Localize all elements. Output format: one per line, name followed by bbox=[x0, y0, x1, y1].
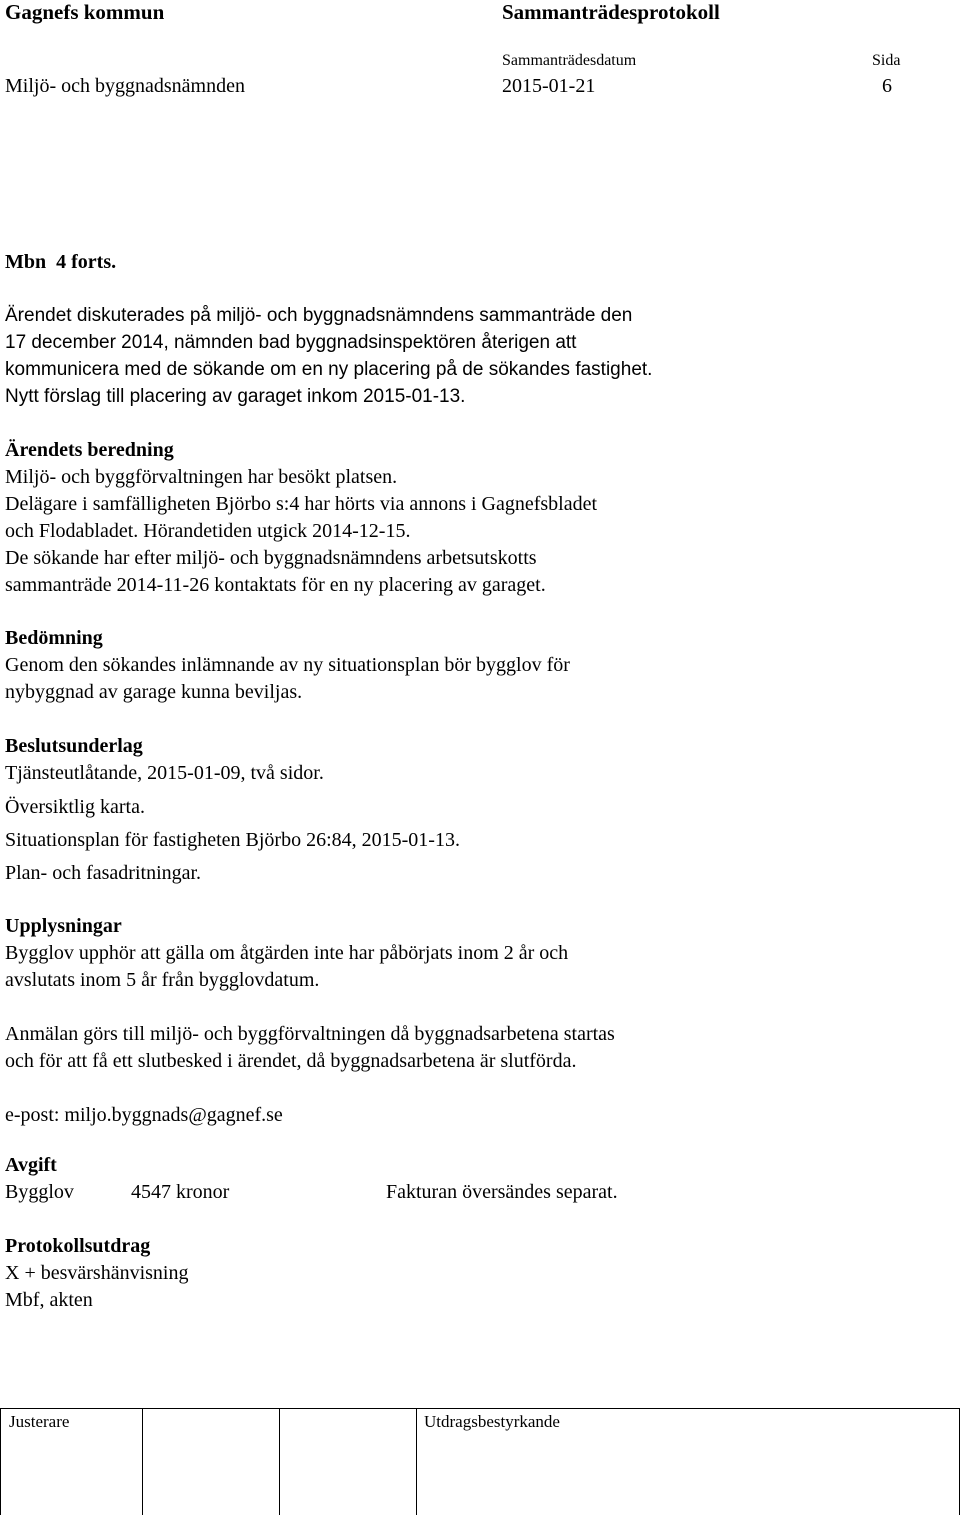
bedomning-line: Genom den sökandes inlämnande av ny situationsplan bör bygglov för bbox=[5, 654, 570, 676]
beslutsunderlag-item: Plan- och fasadritningar. bbox=[5, 862, 202, 884]
avgift-amount: 4547 kronor bbox=[131, 1181, 230, 1203]
bedomning-line: nybyggnad av garage kunna beviljas. bbox=[5, 681, 303, 703]
protokollsutdrag-heading: Protokollsutdrag bbox=[5, 1235, 151, 1257]
beredning-line: Miljö- och byggförvaltningen har besökt platsen. bbox=[5, 466, 398, 488]
beslutsunderlag-item: Tjänsteutlåtande, 2015-01-09, två sidor. bbox=[5, 762, 324, 784]
beslutsunderlag-item: Situationsplan för fastigheten Björbo 26:84, 2015-01-13. bbox=[5, 829, 460, 851]
beredning-line: De sökande har efter miljö- och byggnadsnämndens arbetsutskotts bbox=[5, 547, 537, 569]
protokollsutdrag-line: X + besvärshänvisning bbox=[5, 1262, 189, 1284]
anmalan-line: Anmälan görs till miljö- och byggförvaltningen då byggnadsarbetena startas bbox=[5, 1023, 615, 1045]
anmalan-line: och för att få ett slutbesked i ärendet, då byggnadsarbetena är slutförda. bbox=[5, 1050, 577, 1072]
beredning-line: sammanträde 2014-11-26 kontaktats för en ny placering av garaget. bbox=[5, 574, 546, 596]
footer-top-rule bbox=[0, 1408, 960, 1409]
intro-line: Ärendet diskuterades på miljö- och byggnadsnämndens sammanträde den bbox=[5, 305, 633, 326]
date-label: Sammanträdesdatum bbox=[502, 52, 637, 69]
beredning-section bbox=[5, 437, 597, 599]
committee-name: Miljö- och byggnadsnämnden bbox=[5, 75, 245, 97]
upplysningar-section bbox=[5, 913, 568, 994]
upplysningar-line: avslutats inom 5 år från bygglovdatum. bbox=[5, 969, 320, 991]
avgift-heading: Avgift bbox=[5, 1154, 57, 1176]
document-type: Sammanträdesprotokoll bbox=[502, 0, 720, 24]
anmalan-paragraph bbox=[5, 1021, 615, 1075]
municipality-name: Gagnefs kommun bbox=[5, 0, 165, 24]
beslutsunderlag-item: Översiktlig karta. bbox=[5, 796, 145, 818]
beredning-line: Delägare i samfälligheten Björbo s:4 har hörts via annons i Gagnefsbladet bbox=[5, 493, 598, 515]
justerare-label: Justerare bbox=[9, 1412, 70, 1431]
bedomning-section bbox=[5, 625, 570, 706]
footer-divider bbox=[0, 1408, 1, 1515]
footer-divider bbox=[416, 1408, 417, 1515]
footer-divider bbox=[279, 1408, 280, 1515]
contact-email: e-post: miljo.byggnads@gagnef.se bbox=[5, 1104, 283, 1126]
upplysningar-heading: Upplysningar bbox=[5, 915, 122, 937]
utdragsbestyrkande-label: Utdragsbestyrkande bbox=[424, 1412, 560, 1431]
protokollsutdrag-section bbox=[5, 1233, 188, 1314]
footer-divider bbox=[142, 1408, 143, 1515]
bedomning-heading: Bedömning bbox=[5, 627, 103, 649]
page-label: Sida bbox=[872, 52, 901, 69]
intro-line: kommunicera med de sökande om en ny placering på de sökandes fastighet. bbox=[5, 359, 653, 380]
intro-paragraph bbox=[5, 302, 652, 410]
page-number: 6 bbox=[882, 75, 892, 97]
protokollsutdrag-line: Mbf, akten bbox=[5, 1289, 93, 1311]
beredning-heading: Ärendets beredning bbox=[5, 439, 174, 461]
meeting-date: 2015-01-21 bbox=[502, 75, 596, 97]
upplysningar-line: Bygglov upphör att gälla om åtgärden inte har påbörjats inom 2 år och bbox=[5, 942, 569, 964]
beslutsunderlag-heading: Beslutsunderlag bbox=[5, 735, 143, 757]
beredning-line: och Flodabladet. Hörandetiden utgick 2014-12-15. bbox=[5, 520, 411, 542]
avgift-note: Fakturan översändes separat. bbox=[386, 1181, 618, 1203]
section-reference: Mbn 4 forts. bbox=[5, 251, 117, 273]
signature-footer bbox=[0, 1408, 960, 1515]
intro-line: Nytt förslag till placering av garaget inkom 2015-01-13. bbox=[5, 386, 466, 407]
intro-line: 17 december 2014, nämnden bad byggnadsinspektören återigen att bbox=[5, 332, 577, 353]
avgift-item: Bygglov bbox=[5, 1181, 74, 1203]
